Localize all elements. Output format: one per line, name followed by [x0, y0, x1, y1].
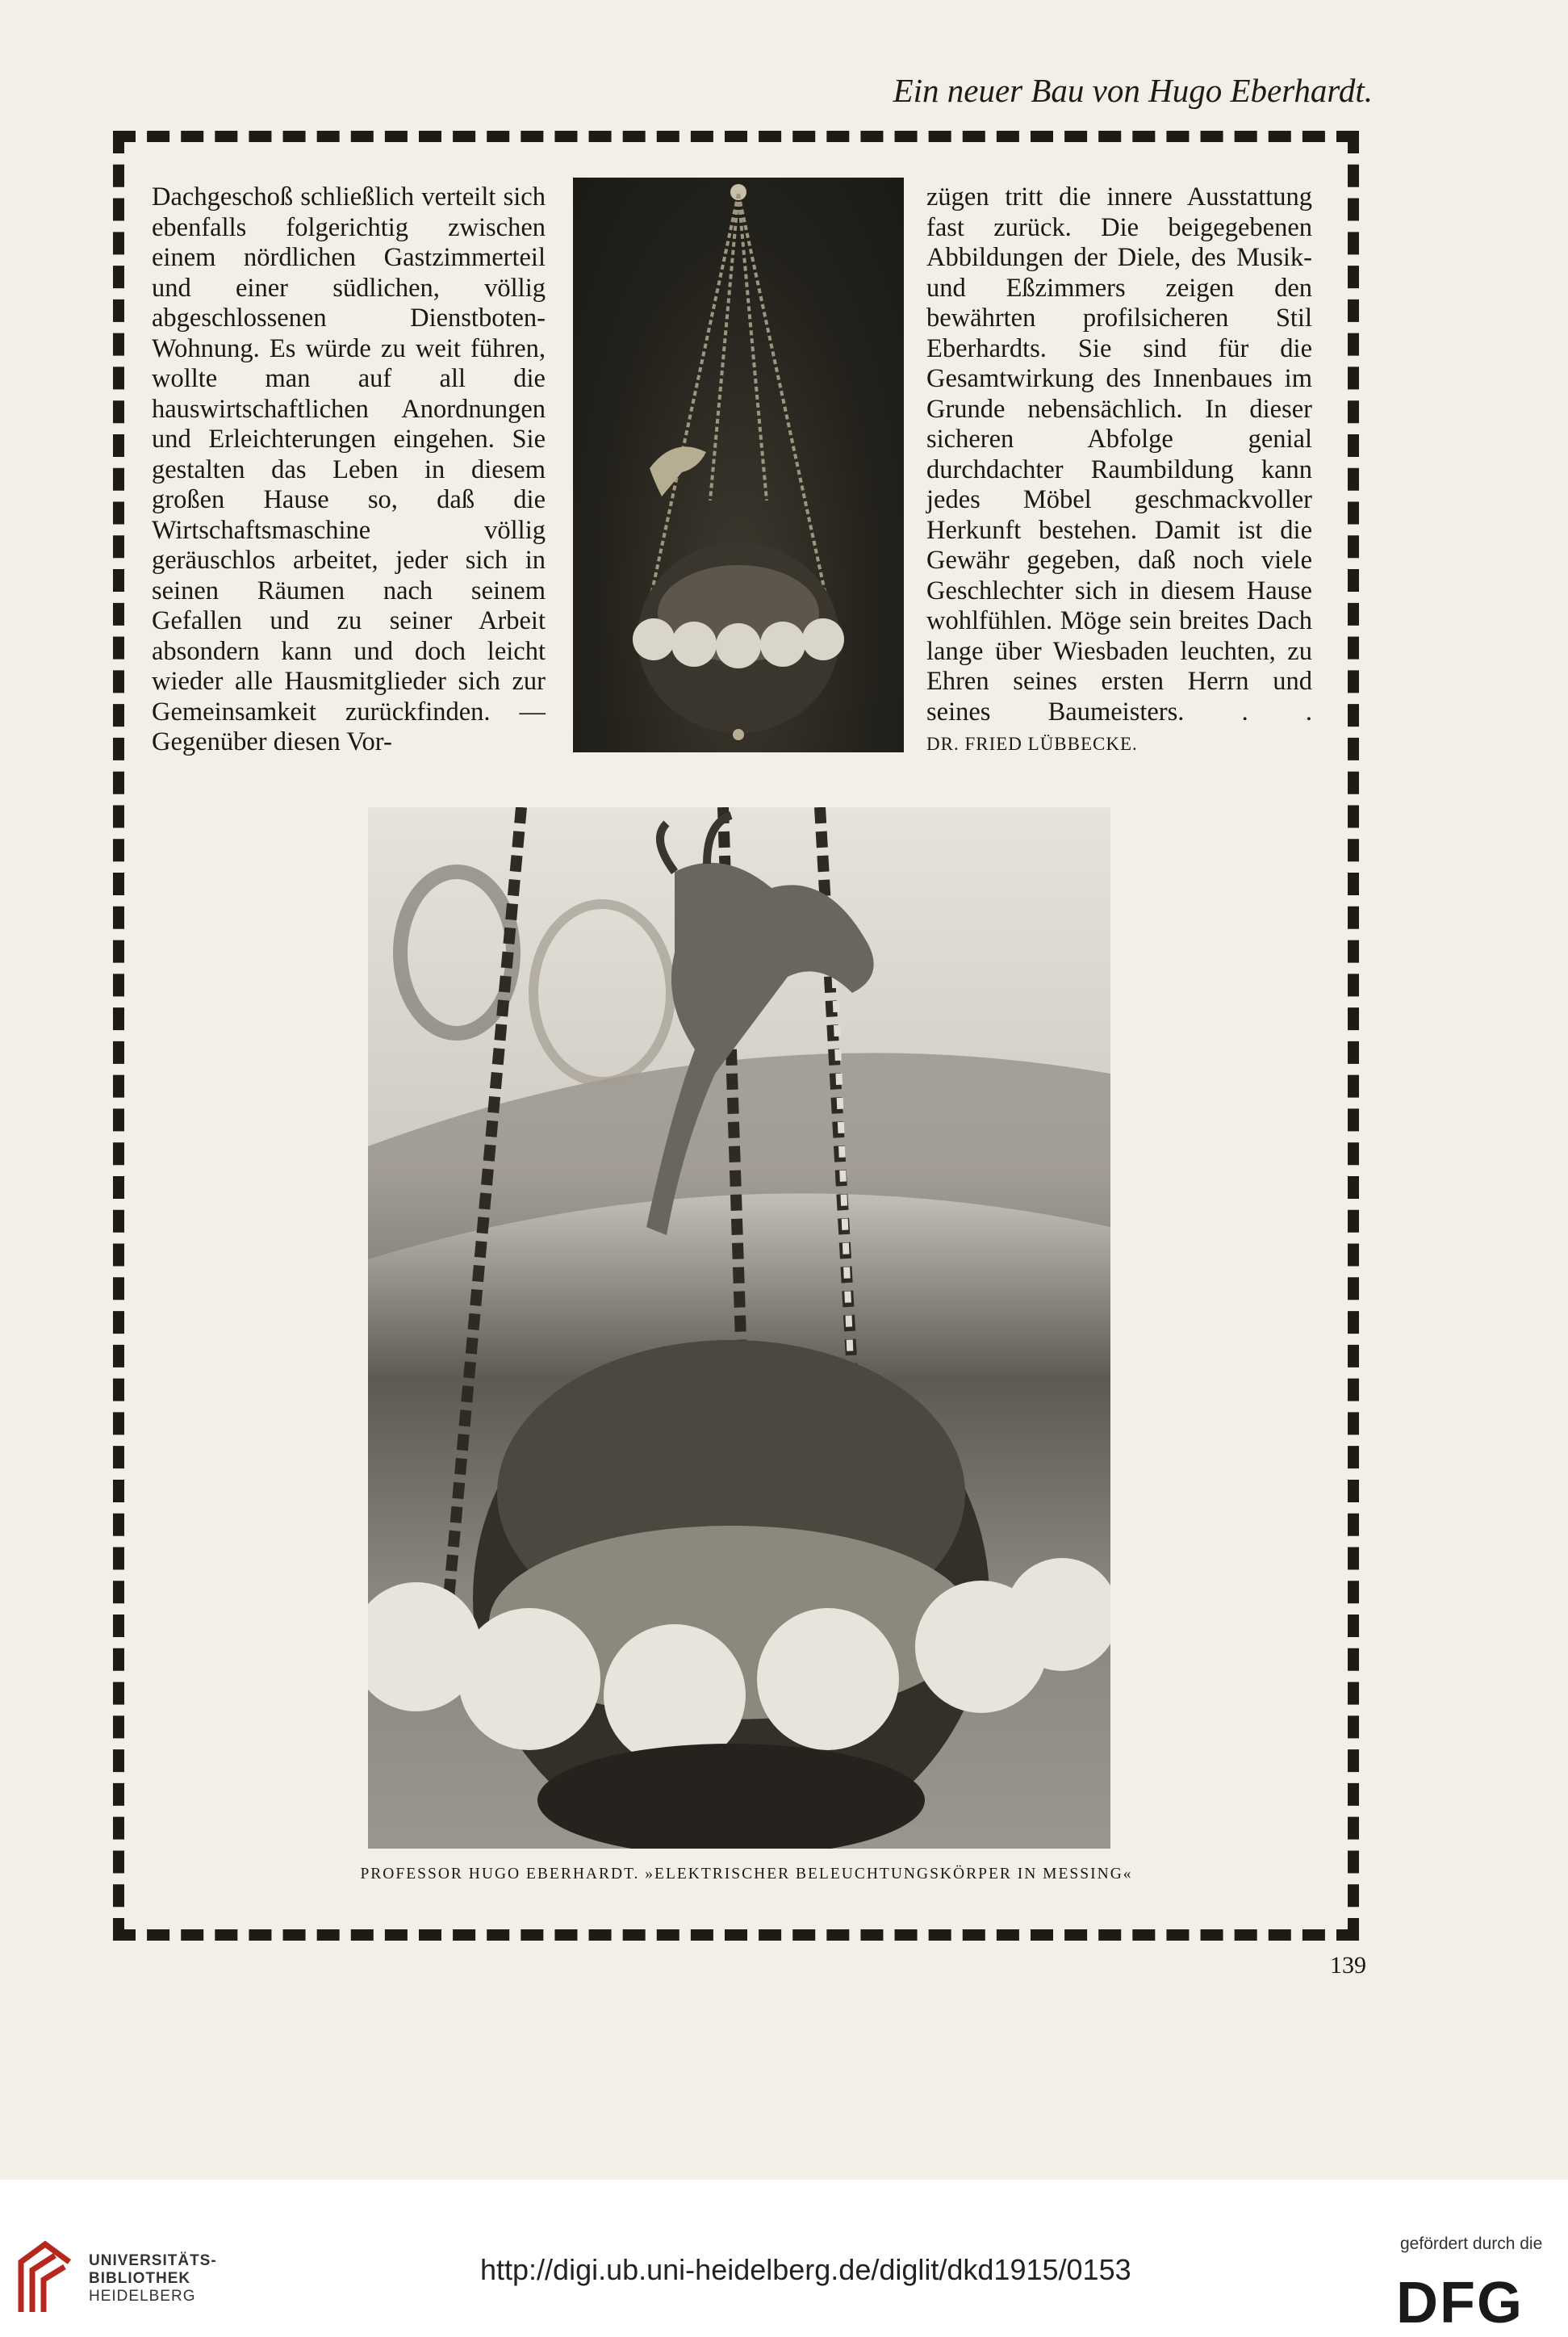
running-title: Ein neuer Bau von Hugo Eberhardt. — [893, 72, 1373, 109]
page-number: 139 — [1330, 1952, 1366, 1979]
funding-note: gefördert durch die — [1400, 2234, 1543, 2253]
small-chandelier-photo — [573, 178, 904, 752]
permalink-url[interactable]: http://digi.ub.uni-heidelberg.de/diglit/dkd1915/0153 — [480, 2253, 1131, 2286]
text-column-right — [926, 182, 1312, 760]
left-column-text: Dachgeschoß schließlich verteilt sich ebenfalls folgerichtig zwischen einem nördlichen Gastzimmerteil und einer südlichen, völlig abgeschlossenen Dienstboten-Wohnung. Es würde zu weit führen, wollte man auf all die hauswirtschaftlichen Anordnungen und Erleichterungen eingehen. Sie gestalten das Leben in diesem großen Hause so, daß die Wirtschaftsmaschine völlig geräuschlos arbeitet, jeder sich in seinen Räumen nach seinem Gefallen und zu seiner Arbeit absondern kann und doch leicht wieder alle Hausmitglieder sich zur Gemeinsamkeit zurückfinden. — Gegenüber diesen Vor- — [152, 182, 546, 756]
dfg-logo: DFG — [1396, 2271, 1524, 2335]
university-library-name — [89, 2252, 217, 2306]
text-column-left — [152, 182, 546, 758]
figure-caption: PROFESSOR HUGO EBERHARDT. »ELEKTRISCHER BELEUCHTUNGSKÖRPER IN MESSING« — [360, 1866, 1133, 1883]
author-signature: DR. FRIED LÜBBECKE. — [926, 734, 1138, 754]
library-line-3: HEIDELBERG — [89, 2288, 196, 2305]
right-column-text: zügen tritt die innere Ausstattung fast zurück. Die beigegebenen Abbildungen der Diele, des Musik- und Eßzimmers zeigen den bewährten profilsicheren Stil Eberhardts. Sie sind für die Gesamtwirkung des Innenbaues im Grunde nebensächlich. In dieser sicheren Abfolge genial durchdachter Raumbildung kann jedes Möbel geschmackvoller Herkunft bestehen. Damit ist die Gewähr gegeben, daß noch viele Geschlechter sich in diesem Hause wohlfühlen. Möge sein breites Dach lange über Wiesbaden leuchten, zu Ehren seines ersten Herrn und seines Baumeisters. . . — [926, 182, 1312, 727]
university-library-logo-icon — [15, 2238, 76, 2318]
library-line-1: UNIVERSITÄTS- — [89, 2252, 217, 2269]
large-chandelier-photo — [368, 807, 1110, 1849]
library-line-2: BIBLIOTHEK — [89, 2270, 191, 2287]
